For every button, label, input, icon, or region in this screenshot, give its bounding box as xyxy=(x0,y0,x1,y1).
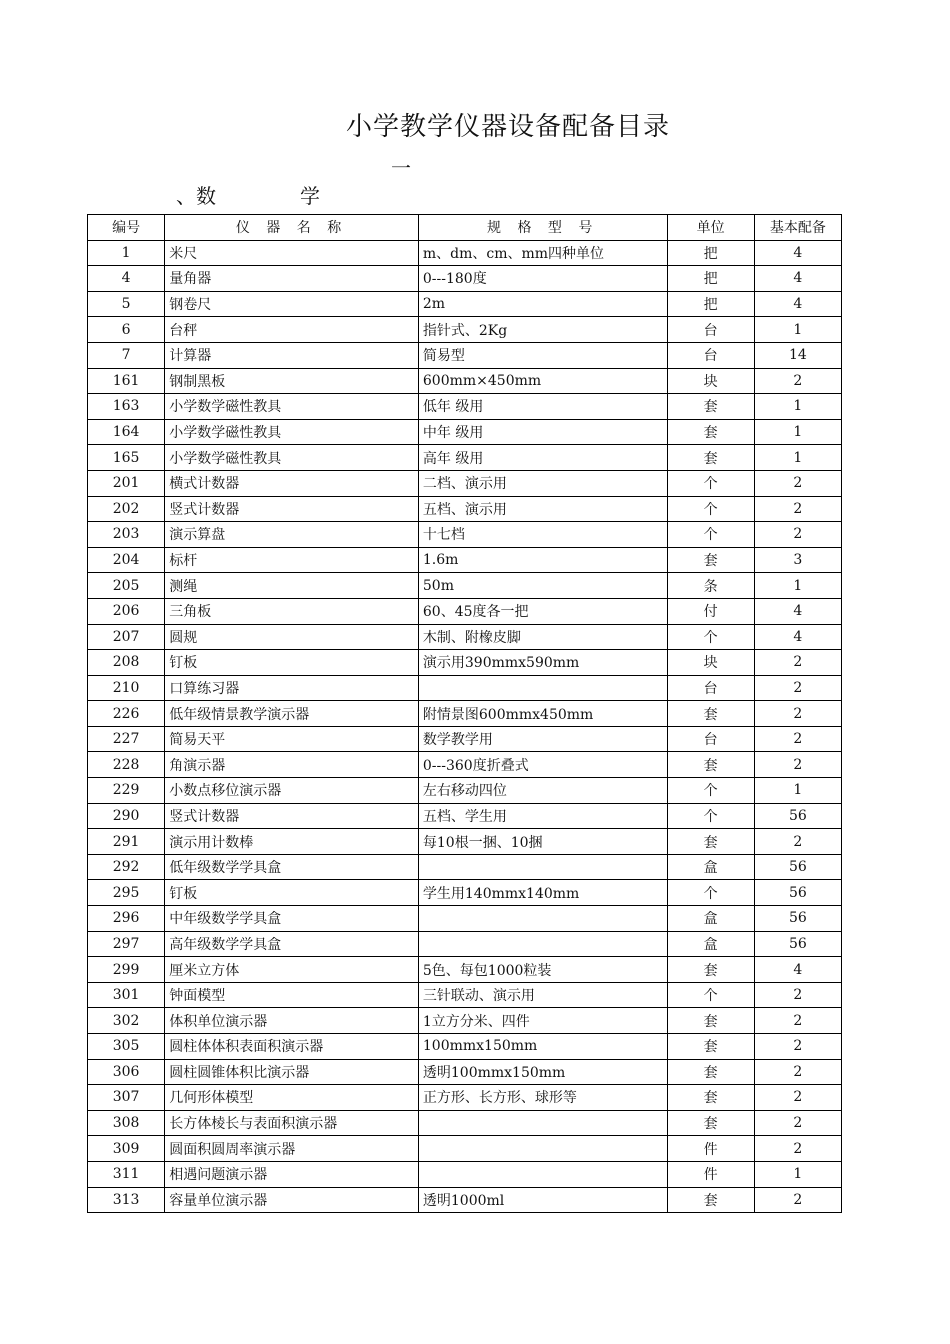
cell-spec: 五档、学生用 xyxy=(418,803,667,829)
cell-unit: 个 xyxy=(667,470,754,496)
cell-spec xyxy=(418,854,667,880)
cell-unit: 盒 xyxy=(667,931,754,957)
cell-number: 205 xyxy=(88,573,165,599)
cell-name: 几何形体模型 xyxy=(165,1085,419,1111)
cell-number: 307 xyxy=(88,1085,165,1111)
cell-quantity: 56 xyxy=(754,931,841,957)
header-name: 仪 器 名 称 xyxy=(165,215,419,241)
cell-quantity: 1 xyxy=(754,419,841,445)
table-row xyxy=(88,701,842,727)
cell-number: 1 xyxy=(88,240,165,266)
cell-spec: 0---360度折叠式 xyxy=(418,752,667,778)
table-row xyxy=(88,547,842,573)
cell-spec: 60、45度各一把 xyxy=(418,598,667,624)
cell-name: 圆规 xyxy=(165,624,419,650)
cell-quantity: 4 xyxy=(754,624,841,650)
cell-spec: 二档、演示用 xyxy=(418,470,667,496)
cell-name: 钢卷尺 xyxy=(165,291,419,317)
cell-unit: 套 xyxy=(667,829,754,855)
table-row xyxy=(88,496,842,522)
cell-spec xyxy=(418,931,667,957)
table-row xyxy=(88,675,842,701)
cell-spec: 高年 级用 xyxy=(418,445,667,471)
cell-spec: 左右移动四位 xyxy=(418,778,667,804)
cell-unit: 把 xyxy=(667,240,754,266)
table-row xyxy=(88,1085,842,1111)
table-row xyxy=(88,317,842,343)
cell-quantity: 4 xyxy=(754,240,841,266)
cell-number: 296 xyxy=(88,906,165,932)
table-row xyxy=(88,291,842,317)
cell-name: 口算练习器 xyxy=(165,675,419,701)
table-row xyxy=(88,419,842,445)
cell-quantity: 1 xyxy=(754,317,841,343)
table-row xyxy=(88,445,842,471)
cell-name: 容量单位演示器 xyxy=(165,1187,419,1213)
cell-unit: 套 xyxy=(667,394,754,420)
cell-unit: 套 xyxy=(667,1059,754,1085)
cell-name: 小数点移位演示器 xyxy=(165,778,419,804)
cell-unit: 套 xyxy=(667,547,754,573)
cell-name: 钉板 xyxy=(165,650,419,676)
cell-name: 竖式计数器 xyxy=(165,803,419,829)
cell-number: 297 xyxy=(88,931,165,957)
cell-number: 5 xyxy=(88,291,165,317)
cell-quantity: 14 xyxy=(754,342,841,368)
cell-quantity: 56 xyxy=(754,854,841,880)
cell-name: 小学数学磁性教具 xyxy=(165,394,419,420)
cell-unit: 套 xyxy=(667,445,754,471)
table-row xyxy=(88,752,842,778)
cell-spec: 透明100mmx150mm xyxy=(418,1059,667,1085)
cell-quantity: 2 xyxy=(754,1059,841,1085)
cell-number: 309 xyxy=(88,1136,165,1162)
cell-unit: 件 xyxy=(667,1136,754,1162)
cell-quantity: 1 xyxy=(754,1161,841,1187)
cell-unit: 块 xyxy=(667,368,754,394)
cell-name: 钉板 xyxy=(165,880,419,906)
cell-number: 311 xyxy=(88,1161,165,1187)
cell-quantity: 4 xyxy=(754,957,841,983)
cell-spec: 低年 级用 xyxy=(418,394,667,420)
cell-number: 228 xyxy=(88,752,165,778)
cell-name: 计算器 xyxy=(165,342,419,368)
cell-number: 201 xyxy=(88,470,165,496)
cell-spec: 木制、附橡皮脚 xyxy=(418,624,667,650)
section-heading-suffix: 学 xyxy=(300,184,320,208)
cell-number: 227 xyxy=(88,726,165,752)
cell-spec: 简易型 xyxy=(418,342,667,368)
cell-name: 中年级数学学具盒 xyxy=(165,906,419,932)
cell-quantity: 1 xyxy=(754,573,841,599)
table-row xyxy=(88,931,842,957)
cell-number: 165 xyxy=(88,445,165,471)
table-row xyxy=(88,470,842,496)
table-row xyxy=(88,240,842,266)
cell-unit: 台 xyxy=(667,675,754,701)
cell-name: 低年级数学学具盒 xyxy=(165,854,419,880)
table-header-row xyxy=(88,215,842,241)
cell-quantity: 2 xyxy=(754,701,841,727)
table-row xyxy=(88,880,842,906)
table-row xyxy=(88,573,842,599)
cell-quantity: 2 xyxy=(754,1085,841,1111)
header-spec: 规 格 型 号 xyxy=(418,215,667,241)
cell-spec: 十七档 xyxy=(418,522,667,548)
table-row xyxy=(88,624,842,650)
section-heading-prefix: 、数 xyxy=(176,184,216,208)
cell-name: 厘米立方体 xyxy=(165,957,419,983)
cell-quantity: 2 xyxy=(754,1008,841,1034)
table-row xyxy=(88,803,842,829)
cell-number: 7 xyxy=(88,342,165,368)
cell-spec xyxy=(418,675,667,701)
equipment-table xyxy=(87,214,842,1213)
cell-number: 295 xyxy=(88,880,165,906)
table-row xyxy=(88,1059,842,1085)
cell-quantity: 56 xyxy=(754,906,841,932)
cell-quantity: 56 xyxy=(754,880,841,906)
cell-spec: 三针联动、演示用 xyxy=(418,982,667,1008)
cell-quantity: 4 xyxy=(754,266,841,292)
cell-quantity: 1 xyxy=(754,778,841,804)
cell-unit: 把 xyxy=(667,266,754,292)
cell-number: 164 xyxy=(88,419,165,445)
cell-spec: 0---180度 xyxy=(418,266,667,292)
cell-quantity: 2 xyxy=(754,650,841,676)
cell-unit: 套 xyxy=(667,1085,754,1111)
cell-spec: m、dm、cm、mm四种单位 xyxy=(418,240,667,266)
section-number: 一 xyxy=(391,156,411,180)
table-row xyxy=(88,957,842,983)
cell-unit: 套 xyxy=(667,1187,754,1213)
cell-quantity: 4 xyxy=(754,598,841,624)
header-unit: 单位 xyxy=(667,215,754,241)
cell-number: 203 xyxy=(88,522,165,548)
cell-number: 4 xyxy=(88,266,165,292)
cell-number: 208 xyxy=(88,650,165,676)
table-row xyxy=(88,1161,842,1187)
cell-unit: 个 xyxy=(667,522,754,548)
cell-unit: 个 xyxy=(667,880,754,906)
cell-number: 204 xyxy=(88,547,165,573)
cell-quantity: 2 xyxy=(754,982,841,1008)
cell-name: 量角器 xyxy=(165,266,419,292)
cell-number: 302 xyxy=(88,1008,165,1034)
cell-spec: 指针式、2Kg xyxy=(418,317,667,343)
cell-number: 299 xyxy=(88,957,165,983)
cell-spec: 5色、每包1000粒装 xyxy=(418,957,667,983)
table-row xyxy=(88,1110,842,1136)
cell-spec xyxy=(418,906,667,932)
cell-number: 210 xyxy=(88,675,165,701)
table-row xyxy=(88,1034,842,1060)
page-title: 小学教学仪器设备配备目录 xyxy=(345,112,670,142)
table-row xyxy=(88,1136,842,1162)
cell-unit: 付 xyxy=(667,598,754,624)
cell-name: 演示算盘 xyxy=(165,522,419,548)
cell-quantity: 2 xyxy=(754,1034,841,1060)
cell-unit: 件 xyxy=(667,1161,754,1187)
cell-name: 演示用计数棒 xyxy=(165,829,419,855)
cell-unit: 套 xyxy=(667,1008,754,1034)
cell-spec: 100mmx150mm xyxy=(418,1034,667,1060)
cell-number: 6 xyxy=(88,317,165,343)
cell-quantity: 2 xyxy=(754,368,841,394)
cell-spec: 600mm×450mm xyxy=(418,368,667,394)
cell-number: 308 xyxy=(88,1110,165,1136)
cell-name: 角演示器 xyxy=(165,752,419,778)
cell-quantity: 4 xyxy=(754,291,841,317)
cell-quantity: 2 xyxy=(754,1187,841,1213)
cell-name: 小学数学磁性教具 xyxy=(165,445,419,471)
table-row xyxy=(88,598,842,624)
cell-spec: 中年 级用 xyxy=(418,419,667,445)
cell-unit: 台 xyxy=(667,317,754,343)
cell-unit: 个 xyxy=(667,982,754,1008)
cell-name: 钢制黑板 xyxy=(165,368,419,394)
cell-number: 313 xyxy=(88,1187,165,1213)
cell-spec xyxy=(418,1136,667,1162)
section-heading xyxy=(168,180,320,209)
cell-unit: 套 xyxy=(667,701,754,727)
cell-spec: 2m xyxy=(418,291,667,317)
cell-spec xyxy=(418,1110,667,1136)
cell-number: 163 xyxy=(88,394,165,420)
cell-name: 测绳 xyxy=(165,573,419,599)
cell-unit: 套 xyxy=(667,1110,754,1136)
table-row xyxy=(88,854,842,880)
cell-number: 229 xyxy=(88,778,165,804)
cell-unit: 套 xyxy=(667,419,754,445)
cell-name: 相遇问题演示器 xyxy=(165,1161,419,1187)
cell-name: 米尺 xyxy=(165,240,419,266)
cell-spec: 演示用390mmx590mm xyxy=(418,650,667,676)
cell-quantity: 3 xyxy=(754,547,841,573)
table-row xyxy=(88,829,842,855)
table-row xyxy=(88,650,842,676)
cell-quantity: 2 xyxy=(754,470,841,496)
cell-quantity: 56 xyxy=(754,803,841,829)
cell-unit: 块 xyxy=(667,650,754,676)
cell-quantity: 2 xyxy=(754,675,841,701)
cell-unit: 套 xyxy=(667,957,754,983)
table-row xyxy=(88,368,842,394)
cell-unit: 个 xyxy=(667,496,754,522)
cell-quantity: 2 xyxy=(754,1110,841,1136)
cell-number: 291 xyxy=(88,829,165,855)
cell-name: 圆柱体体积表面积演示器 xyxy=(165,1034,419,1060)
cell-unit: 个 xyxy=(667,803,754,829)
cell-number: 301 xyxy=(88,982,165,1008)
cell-name: 低年级情景教学演示器 xyxy=(165,701,419,727)
cell-spec: 数学教学用 xyxy=(418,726,667,752)
cell-quantity: 2 xyxy=(754,752,841,778)
cell-unit: 套 xyxy=(667,1034,754,1060)
cell-quantity: 2 xyxy=(754,829,841,855)
table-row xyxy=(88,982,842,1008)
cell-spec: 透明1000ml xyxy=(418,1187,667,1213)
table-row xyxy=(88,394,842,420)
cell-spec: 学生用140mmx140mm xyxy=(418,880,667,906)
cell-spec: 1立方分米、四件 xyxy=(418,1008,667,1034)
cell-name: 台秤 xyxy=(165,317,419,343)
cell-spec: 每10根一捆、10捆 xyxy=(418,829,667,855)
cell-number: 202 xyxy=(88,496,165,522)
cell-name: 长方体棱长与表面积演示器 xyxy=(165,1110,419,1136)
cell-name: 竖式计数器 xyxy=(165,496,419,522)
cell-number: 226 xyxy=(88,701,165,727)
cell-unit: 台 xyxy=(667,726,754,752)
cell-name: 钟面模型 xyxy=(165,982,419,1008)
cell-number: 206 xyxy=(88,598,165,624)
cell-name: 横式计数器 xyxy=(165,470,419,496)
cell-number: 305 xyxy=(88,1034,165,1060)
cell-quantity: 1 xyxy=(754,445,841,471)
cell-unit: 把 xyxy=(667,291,754,317)
cell-number: 292 xyxy=(88,854,165,880)
cell-unit: 套 xyxy=(667,752,754,778)
cell-spec: 五档、演示用 xyxy=(418,496,667,522)
table-row xyxy=(88,1008,842,1034)
cell-name: 标杆 xyxy=(165,547,419,573)
cell-spec: 附情景图600mmx450mm xyxy=(418,701,667,727)
cell-unit: 个 xyxy=(667,778,754,804)
header-number: 编号 xyxy=(88,215,165,241)
table-row xyxy=(88,342,842,368)
cell-spec: 正方形、长方形、球形等 xyxy=(418,1085,667,1111)
cell-number: 290 xyxy=(88,803,165,829)
cell-name: 简易天平 xyxy=(165,726,419,752)
cell-name: 高年级数学学具盒 xyxy=(165,931,419,957)
cell-quantity: 2 xyxy=(754,496,841,522)
table-row xyxy=(88,906,842,932)
cell-unit: 台 xyxy=(667,342,754,368)
cell-unit: 盒 xyxy=(667,906,754,932)
cell-unit: 条 xyxy=(667,573,754,599)
table-row xyxy=(88,266,842,292)
cell-quantity: 2 xyxy=(754,1136,841,1162)
table-row xyxy=(88,1187,842,1213)
cell-spec: 50m xyxy=(418,573,667,599)
cell-name: 三角板 xyxy=(165,598,419,624)
cell-number: 161 xyxy=(88,368,165,394)
cell-number: 207 xyxy=(88,624,165,650)
cell-name: 圆面积圆周率演示器 xyxy=(165,1136,419,1162)
cell-spec: 1.6m xyxy=(418,547,667,573)
header-quantity: 基本配备 xyxy=(754,215,841,241)
cell-name: 小学数学磁性教具 xyxy=(165,419,419,445)
cell-quantity: 1 xyxy=(754,394,841,420)
cell-quantity: 2 xyxy=(754,522,841,548)
cell-unit: 盒 xyxy=(667,854,754,880)
table-body xyxy=(88,240,842,1213)
cell-name: 圆柱圆锥体积比演示器 xyxy=(165,1059,419,1085)
cell-quantity: 2 xyxy=(754,726,841,752)
table-row xyxy=(88,522,842,548)
table-row xyxy=(88,726,842,752)
cell-name: 体积单位演示器 xyxy=(165,1008,419,1034)
cell-unit: 个 xyxy=(667,624,754,650)
table-row xyxy=(88,778,842,804)
cell-spec xyxy=(418,1161,667,1187)
cell-number: 306 xyxy=(88,1059,165,1085)
